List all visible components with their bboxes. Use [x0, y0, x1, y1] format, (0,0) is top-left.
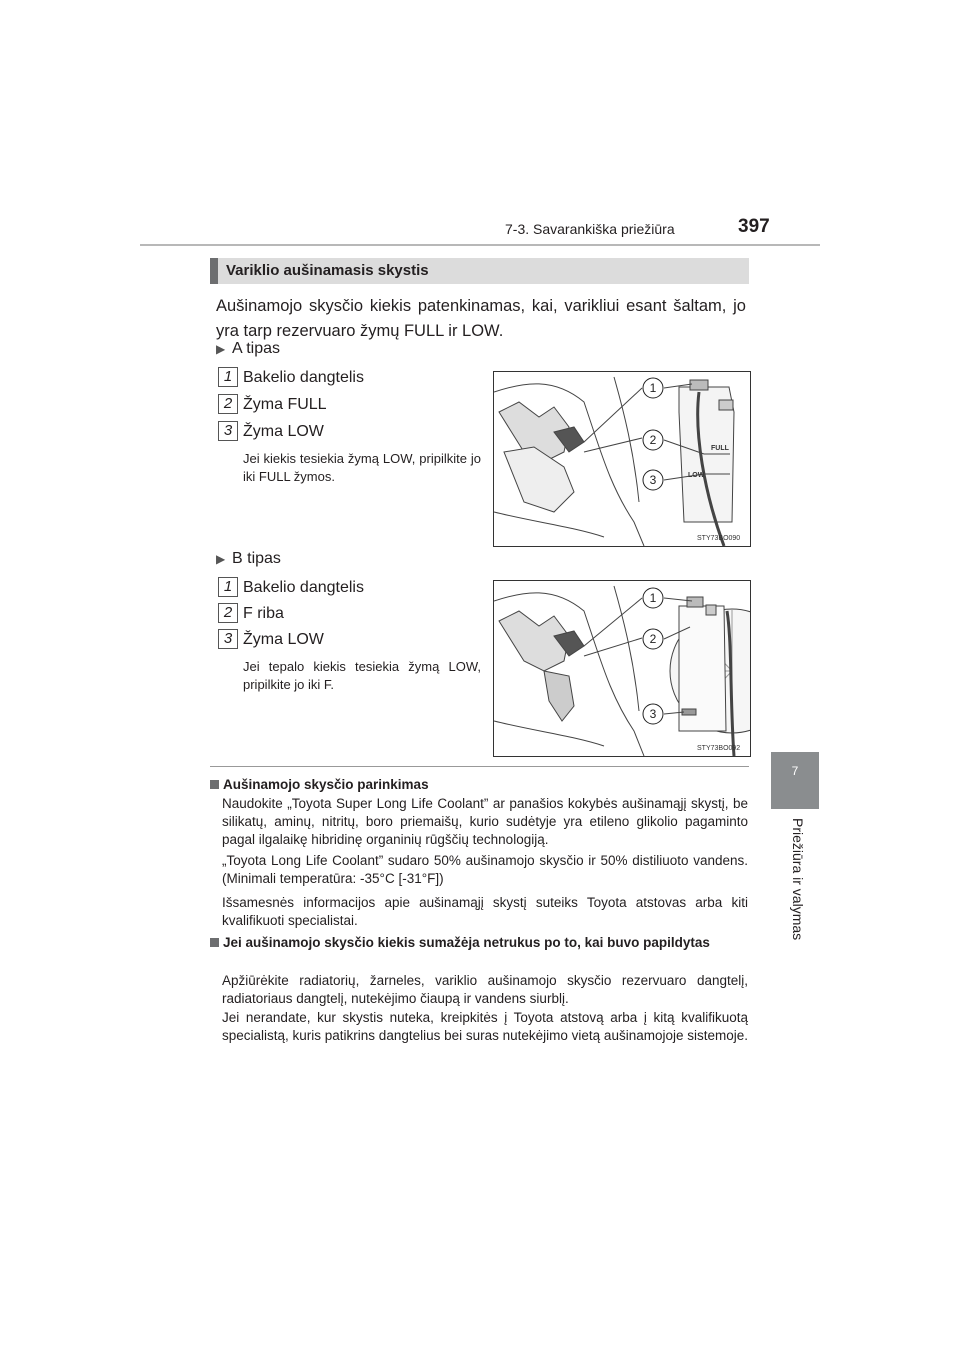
figure-code: STY73BO092: [697, 745, 741, 752]
notes-divider: [210, 766, 749, 767]
note-paragraph: Apžiūrėkite radiatorių, žarneles, variklio aušinamojo skysčio rezervuaro dangtelį, radiatoriaus dangtelį, nutekėjimo čiaupą ir vandens siurblį.: [222, 973, 748, 1006]
chapter-label: Priežiūra ir valymas: [790, 818, 806, 941]
page-title: Variklio aušinamasis skystis: [226, 262, 429, 279]
full-mark-label: FULL: [711, 445, 729, 452]
figure-code: STY73BO090: [697, 535, 741, 542]
item-number: 1: [218, 577, 238, 597]
note-heading: [210, 776, 750, 794]
note-paragraph: Jei nerandate, kur skystis nuteka, kreipkitės į Toyota atstovą arba į kitą kvalifikuotą specialistą, kuris patikrins dangtelius bei suras nutekėjimo vietą aušinamojoje sistemoje.: [222, 1010, 749, 1043]
chapter-number: 7: [791, 764, 799, 778]
note-heading: [210, 934, 750, 952]
item-number: 3: [218, 421, 238, 441]
item-label: Bakelio dangtelis: [243, 579, 364, 596]
item-number: 1: [218, 367, 238, 387]
type-a-note: Jei kiekis tesiekia žymą LOW, pripilkite jo iki FULL žymos.: [243, 451, 481, 484]
item-label: Žyma LOW: [243, 631, 324, 648]
chapter-tab: [771, 752, 819, 809]
item-label: Bakelio dangtelis: [243, 369, 364, 386]
low-mark-label: LOW: [688, 472, 705, 479]
callout-2: 2: [649, 632, 657, 646]
item-label: Žyma FULL: [243, 396, 327, 413]
note-paragraph: „Toyota Long Life Coolant” sudaro 50% aušinamojo skysčio ir 50% distiliuoto vandens. (Minimali temperatūra: -35°C [-31°F]): [222, 853, 748, 886]
coolant-reservoir-illustration-b: [494, 581, 750, 756]
square-bullet-icon: [210, 938, 219, 947]
page-number: 397: [738, 216, 770, 237]
type-a-title: [216, 340, 280, 358]
item-number: 2: [218, 394, 238, 414]
header-rule: [140, 244, 820, 246]
figure-type-a: [493, 371, 751, 547]
coolant-reservoir-illustration-a: [494, 372, 750, 546]
square-bullet-icon: [210, 780, 219, 789]
note-heading-text: Jei aušinamojo skysčio kiekis sumažėja netrukus po to, kai buvo papildytas: [223, 935, 710, 950]
item-number: 2: [218, 603, 238, 623]
type-b-title: [216, 550, 281, 568]
item-label: Žyma LOW: [243, 423, 324, 440]
callout-3: 3: [649, 707, 657, 721]
callout-2: 2: [649, 433, 657, 447]
triangle-icon: ▶: [216, 342, 226, 356]
note-paragraph: Išsamesnės informacijos apie aušinamąjį skystį suteiks Toyota atstovas arba kiti kvalifikuoti specialistai.: [222, 895, 748, 928]
callout-1: 1: [649, 591, 657, 605]
note-heading-text: Aušinamojo skysčio parinkimas: [223, 777, 429, 792]
type-a-title-text: A tipas: [232, 340, 281, 357]
type-b-note: Jei tepalo kiekis tesiekia žymą LOW, pripilkite jo iki F.: [243, 659, 481, 692]
intro-paragraph: Aušinamojo skysčio kiekis patenkinamas, kai, varikliui esant šaltam, jo yra tarp rezervuaro žymų FULL ir LOW.: [216, 297, 746, 340]
callout-3: 3: [649, 473, 657, 487]
triangle-icon: ▶: [216, 552, 226, 566]
item-label: F riba: [243, 605, 284, 622]
callout-1: 1: [649, 381, 657, 395]
figure-type-b: [493, 580, 751, 757]
note-paragraph: Naudokite „Toyota Super Long Life Coolant” ar panašios kokybės aušinamąjį skystį, be silikatų, aminų, nitritų, boro priemaišų, kurio sudėtyje yra etileno glikolio pagaminto pagal ilgalaikę hibridinę organinių rūgščių technologiją.: [222, 796, 748, 847]
type-b-title-text: B tipas: [232, 550, 281, 567]
heading-accent: [210, 258, 218, 284]
section-label: 7-3. Savarankiška priežiūra: [505, 221, 675, 237]
item-number: 3: [218, 629, 238, 649]
